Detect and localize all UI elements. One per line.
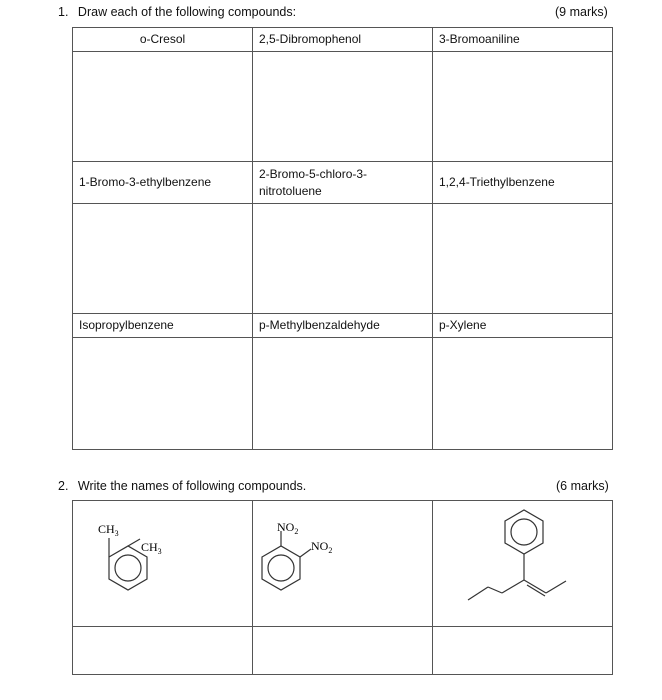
substituent-label: $NO_2$ xyxy=(277,520,299,536)
compound-label: p-Methylbenzaldehyde xyxy=(253,314,433,338)
drawing-cell[interactable] xyxy=(73,52,253,162)
table-row xyxy=(73,162,613,204)
question-1-title xyxy=(58,5,296,19)
answer-cell[interactable] xyxy=(433,627,613,675)
question-1-prompt: Draw each of the following compounds: xyxy=(77,5,297,19)
compound-label: 1-Bromo-3-ethylbenzene xyxy=(73,162,253,204)
answer-cell[interactable] xyxy=(73,627,253,675)
drawing-cell[interactable] xyxy=(253,52,433,162)
question-1-table xyxy=(72,27,613,450)
drawing-cell[interactable] xyxy=(73,338,253,450)
drawing-cell[interactable] xyxy=(433,338,613,450)
drawing-row xyxy=(73,52,613,162)
compound-label: 2-Bromo-5-chloro-3-nitrotoluene xyxy=(253,162,433,204)
compound-label: Isopropylbenzene xyxy=(73,314,253,338)
o-xylene-structure xyxy=(73,501,253,621)
compound-label: o-Cresol xyxy=(73,28,253,52)
drawing-cell[interactable] xyxy=(73,204,253,314)
phenyl-alkene-structure xyxy=(433,501,613,621)
drawing-row xyxy=(73,204,613,314)
dinitrobenzene-overlay xyxy=(253,501,433,621)
drawing-cell[interactable] xyxy=(433,204,613,314)
drawing-cell[interactable] xyxy=(433,52,613,162)
table-row xyxy=(73,314,613,338)
compound-label: 1,2,4-Triethylbenzene xyxy=(433,162,613,204)
drawing-cell[interactable] xyxy=(253,338,433,450)
compound-label: 2,5-Dibromophenol xyxy=(253,28,433,52)
substituent-label: $CH_3$ xyxy=(98,522,119,538)
question-1-marks: (9 marks) xyxy=(555,5,608,19)
question-2-title xyxy=(58,479,306,493)
question-2-number: 2. xyxy=(58,479,69,493)
drawing-cell[interactable] xyxy=(253,204,433,314)
answer-cell[interactable] xyxy=(253,627,433,675)
question-1-number: 1. xyxy=(58,5,69,19)
compound-label: 3-Bromoaniline xyxy=(433,28,613,52)
substituent-label: $CH_3$ xyxy=(141,540,162,556)
drawing-row xyxy=(73,338,613,450)
answer-row xyxy=(73,627,613,675)
question-2-marks: (6 marks) xyxy=(556,479,609,493)
question-2-prompt: Write the names of following compounds. xyxy=(77,479,307,493)
compound-label: p-Xylene xyxy=(433,314,613,338)
structure-cell xyxy=(73,501,253,627)
table-row xyxy=(73,28,613,52)
structure-cell xyxy=(433,501,613,627)
substituent-label: $NO_2$ xyxy=(311,539,333,555)
